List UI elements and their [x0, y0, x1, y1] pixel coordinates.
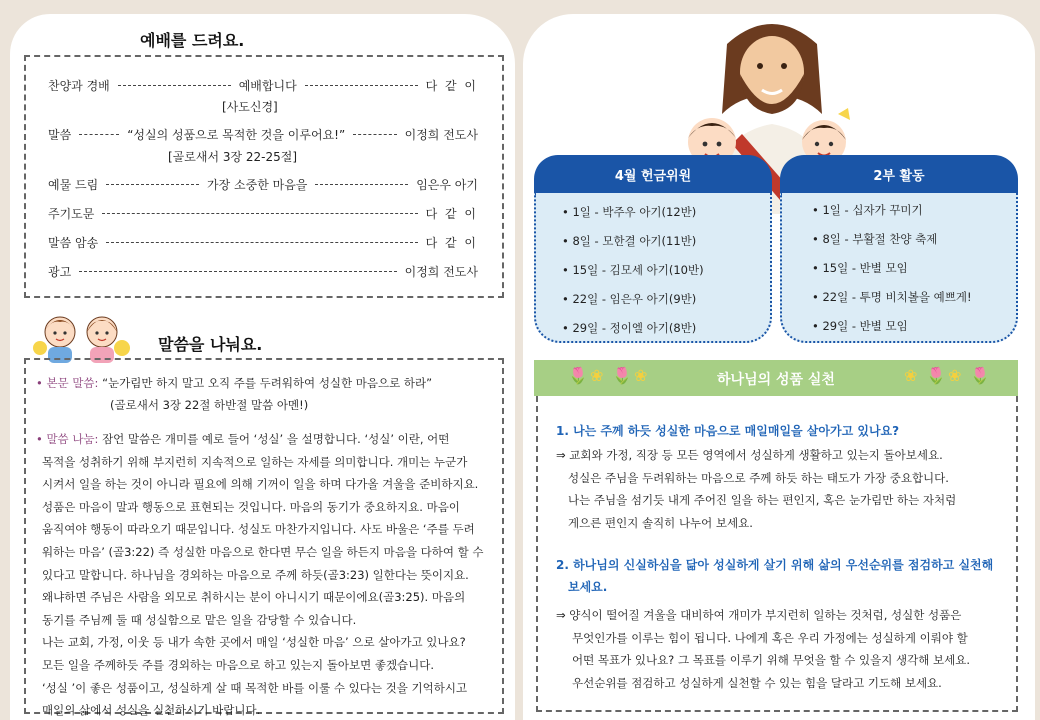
dashed-leader [79, 271, 396, 272]
tulip-icon: 🌷 [926, 366, 946, 385]
dashed-leader [353, 134, 396, 135]
order-middle: 가장 소중한 마음을 [207, 178, 308, 192]
dashed-leader [118, 85, 231, 86]
dashed-leader [305, 85, 418, 86]
sermon-text-line [36, 372, 486, 395]
share-label: 말씀 나눔: [46, 432, 99, 446]
answer-line: ⇒ 양식이 떨어질 겨울을 대비하여 개미가 부지런히 일하는 것처럼, 성실한 성품은 [556, 608, 962, 622]
question-1: 1. 나는 주께 하듯 성실한 마음으로 매일매일을 살아가고 있나요? [556, 424, 900, 438]
answer-line: ⇒ 교회와 가정, 직장 등 모든 영역에서 성실하게 생활하고 있는지 돌아보세요. [556, 448, 943, 462]
offering-item: • 15일 - 김모세 아기(10반) [562, 263, 704, 277]
activity-item-text: 8일 - 부활절 찬양 축제 [822, 232, 938, 246]
kids-illustration [32, 308, 132, 363]
answer-2 [556, 604, 1006, 694]
order-label: 찬양과 경배 [48, 79, 110, 93]
activity-item-text: 29일 - 반별 모임 [822, 319, 908, 333]
activity-item-text: 15일 - 반별 모임 [822, 261, 908, 275]
sharing-text: 잠언 말씀은 개미를 예로 들어 ‘성실’ 을 설명합니다. ‘성실’ 이란, 어떤 [98, 432, 450, 446]
answer-line: 성실은 주님을 두려워하는 마음으로 주께 하듯 하는 태도가 가장 중요합니다. [568, 470, 949, 485]
activity-item: • 15일 - 반별 모임 [812, 261, 908, 275]
order-sub-scripture: [골로새서 3장 22-25절] [168, 150, 298, 164]
text-label: 본문 말씀: [46, 376, 99, 390]
offering-item: • 1일 - 박주우 아기(12반) [562, 205, 697, 219]
sharing-line: 모든 일을 주께하듯 주를 경외하는 마음으로 하고 있는지 돌아보면 좋겠습니다. [42, 657, 435, 672]
order-who: 다 같 이 [425, 79, 478, 93]
sharing-line: 동기를 주님께 둘 때 성실함으로 맡은 일을 감당할 수 있습니다. [42, 612, 357, 627]
worship-title: 예배를 드려요. [140, 31, 245, 50]
order-middle: 예배합니다 [238, 79, 297, 93]
offering-item-text: 1일 - 박주우 아기(12반) [572, 205, 697, 219]
offering-item-text: 22일 - 임은우 아기(9반) [572, 292, 697, 306]
activity-item-text: 22일 - 투명 비치볼을 예쁘게! [822, 290, 972, 304]
order-who: 이정희 전도사 [404, 265, 478, 279]
bullet-icon: • [36, 376, 43, 390]
answer-line: 어떤 목표가 있나요? 그 목표를 이루기 위해 무엇을 할 수 있을지 생각해 보세요. [572, 653, 971, 667]
answer-1 [556, 444, 1006, 534]
answer-line: 게으른 편인지 솔직히 나누어 보세요. [568, 515, 753, 530]
order-middle: “성실의 성품으로 목적한 것을 이루어요!” [127, 128, 346, 142]
activity-card-header: 2부 활동 [780, 155, 1018, 193]
sermon-title: 말씀을 나눠요. [158, 335, 263, 354]
activity-item-text: 1일 - 십자가 꾸미기 [822, 203, 923, 217]
sharing-line: 매일의 삶에서 성실을 실천하시기 바랍니다. [42, 703, 261, 718]
tulip-icon: 🌷 [568, 366, 588, 385]
sharing-line [36, 428, 498, 451]
activity-item: • 8일 - 부활절 찬양 축제 [812, 232, 938, 246]
sharing-line: 나는 교회, 가정, 이웃 등 내가 속한 곳에서 매일 ‘성실한 마음’ 으로 살아가고 있나요? [42, 635, 466, 650]
order-label: 말씀 [48, 128, 72, 142]
offering-item: • 8일 - 모한결 아기(11반) [562, 234, 697, 248]
flower-icon: ❀ [904, 366, 918, 385]
order-sub-creed: [사도신경] [222, 100, 278, 114]
order-label: 예물 드림 [48, 178, 99, 192]
order-who: 다 같 이 [425, 236, 478, 250]
practice-title: 하나님의 성품 실천 [717, 372, 835, 388]
sharing-line: 있다고 말합니다. 하나님을 경외하는 마음으로 주께 하듯(골3:23) 일한다는 뜻이지요. [42, 567, 469, 582]
order-label: 주기도문 [48, 207, 95, 221]
order-row-announcements [48, 263, 478, 280]
flower-icon: ❀ [590, 366, 604, 385]
sharing-line: 시켜서 일을 하는 것이 아니라 필요에 의해 기꺼이 일을 하며 다가올 겨울을 준비하지요. [42, 477, 479, 492]
text-verse: “눈가림만 하지 말고 오직 주를 두려워하여 성실한 마음으로 하라” [98, 376, 433, 390]
offering-item-text: 15일 - 김모세 아기(10반) [572, 263, 704, 277]
dashed-leader [315, 184, 408, 185]
dashed-leader [106, 184, 199, 185]
question-2-cont: 보세요. [568, 580, 608, 594]
order-label: 광고 [48, 265, 72, 279]
activity-item: • 22일 - 투명 비치볼을 예쁘게! [812, 290, 972, 304]
practice-banner [534, 360, 1018, 396]
order-who: 이정희 전도사 [404, 128, 478, 142]
sharing-line: 움직여야 행동이 따라오기 때문입니다. 성실도 마찬가지입니다. 사도 바울은 ‘주를 두려 [42, 522, 475, 537]
flower-icon: ❀ [948, 366, 962, 385]
dashed-leader [106, 242, 417, 243]
sharing-line: 워하는 마음’ (골3:22) 즉 성실한 마음으로 한다면 무슨 일을 하든지 마음을 다하여 할 수 [42, 544, 484, 559]
offering-card-header: 4월 헌금위원 [534, 155, 772, 193]
tulip-icon: 🌷 [612, 366, 632, 385]
order-row-lords-prayer [48, 205, 478, 222]
activity-item: • 29일 - 반별 모임 [812, 319, 908, 333]
answer-line: 무엇인가를 이루는 힘이 됩니다. 나에게 혹은 우리 가정에는 성실하게 이뤄야 할 [572, 630, 968, 645]
sharing-line: 성품은 마음이 말과 행동으로 표현되는 것입니다. 마음의 동기가 중요하지요. 마음이 [42, 499, 460, 514]
offering-item-text: 29일 - 정이엘 아기(8반) [572, 321, 697, 335]
offering-item: • 29일 - 정이엘 아기(8반) [562, 321, 697, 335]
order-label: 말씀 암송 [48, 236, 99, 250]
sharing-paragraph [36, 428, 498, 720]
sharing-line: ‘성실 ’이 좋은 성품이고, 성실하게 살 때 목적한 바를 이룰 수 있다는 것을 기억하시고 [42, 680, 468, 695]
offering-item-text: 8일 - 모한결 아기(11반) [572, 234, 697, 248]
dashed-leader [79, 134, 119, 135]
bullet-icon: • [36, 432, 43, 446]
order-row-memory-verse [48, 234, 478, 251]
sharing-line: 왜냐하면 주님은 사람을 외모로 취하시는 분이 아니시기 때문이에요(골3:25). 마음의 [42, 590, 466, 605]
order-row-sermon [48, 126, 478, 143]
offering-item: • 22일 - 임은우 아기(9반) [562, 292, 697, 306]
text-ref: (골로새서 3장 22절 하반절 말씀 아멘!) [110, 398, 309, 412]
tulip-icon: 🌷 [970, 366, 990, 385]
question-2: 2. 하나님의 신실하심을 닮아 성실하게 살기 위해 삶의 우선순위를 점검하고 실천해 [556, 558, 994, 572]
order-row-offering [48, 176, 478, 193]
flower-icon: ❀ [634, 366, 648, 385]
dashed-leader [102, 213, 417, 214]
activity-item: • 1일 - 십자가 꾸미기 [812, 203, 923, 217]
sharing-line: 목적을 성취하기 위해 부지런히 지속적으로 일하는 자세를 의미합니다. 개미는 누군가 [42, 454, 468, 469]
order-who: 다 같 이 [425, 207, 478, 221]
order-who: 임은우 아기 [416, 178, 478, 192]
answer-line: 나는 주님을 섬기듯 내게 주어진 일을 하는 편인지, 혹은 눈가림만 하는 자처럼 [568, 493, 957, 507]
answer-line: 우선순위를 점검하고 성실하게 실천할 수 있는 힘을 달라고 기도해 보세요. [572, 675, 942, 690]
order-row-praise [48, 77, 478, 94]
